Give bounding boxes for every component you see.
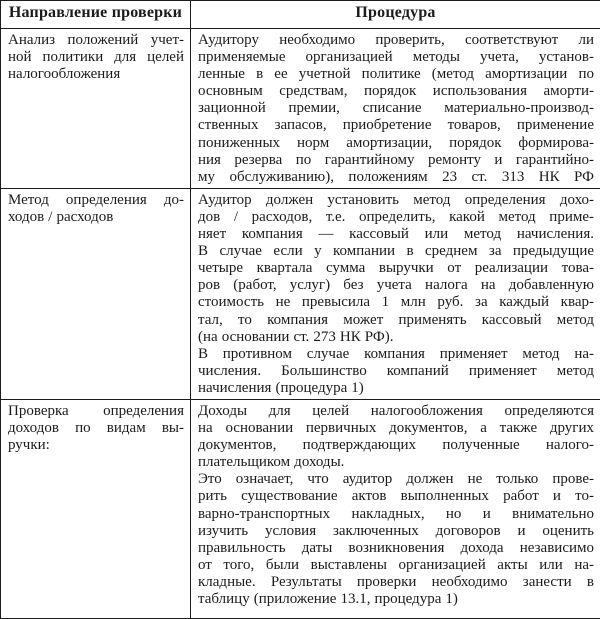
text-line: (на основании ст. 273 НК РФ). — [198, 329, 594, 346]
text-line: изучить условия заключенных договоров и оценить — [198, 523, 594, 540]
text-line: ленные в ее учетной политике (метод амортизации по — [198, 66, 594, 83]
text-line: плательщиком доходы. — [198, 454, 594, 471]
table-body — [1, 29, 600, 619]
text-line: пониженных норм амортизации, порядок формирова- — [198, 135, 594, 152]
text-line: документов, подтверждающих полученные налого- — [198, 437, 594, 454]
table-row — [1, 29, 600, 189]
text-line: Аудитор должен установить метод определения дохо- — [198, 192, 594, 209]
direction-cell — [1, 188, 191, 399]
direction-cell — [1, 399, 191, 618]
text-line: В случае если у компании в среднем за предыдущие — [198, 243, 594, 260]
text-line: таблицу (приложение 13.1, процедура 1) — [198, 591, 594, 608]
text-line: налогообложения — [8, 66, 184, 83]
text-line: от того, были выставлены организацией акты или на- — [198, 557, 594, 574]
text-line: на основании первичных документов, а также других — [198, 420, 594, 437]
text-line: доходов по видам вы- — [8, 420, 184, 437]
text-line: няет компания — кассовый или метод начисления. — [198, 226, 594, 243]
text-line: ственных запасов, приобретение товаров, применение — [198, 117, 594, 134]
text-line: тал, то компания может применять кассовый метод — [198, 312, 594, 329]
text-line: му обслуживанию), положениям 23 ст. 313 НК РФ — [198, 169, 594, 186]
text-line: Доходы для целей налогообложения определяются — [198, 403, 594, 420]
text-line: стоимость не превысила 1 млн руб. за каждый квар- — [198, 294, 594, 311]
text-line: ния резерва по гарантийному ремонту и гарантийно- — [198, 152, 594, 169]
procedure-cell — [191, 399, 600, 618]
text-line: применяемые организацией методы учета, установ- — [198, 49, 594, 66]
procedure-cell — [191, 29, 600, 189]
header-row — [1, 1, 600, 29]
column-header-direction: Направление проверки — [1, 1, 191, 29]
direction-cell — [1, 29, 191, 189]
text-line: Метод определения до- — [8, 192, 184, 209]
text-line: Аудитору необходимо проверить, соответствуют ли — [198, 32, 594, 49]
text-line: правильность даты возникновения дохода независимо — [198, 540, 594, 557]
text-line: ров (работ, услуг) без учета налога на добавленную — [198, 277, 594, 294]
text-line: ной политики для целей — [8, 49, 184, 66]
table-row — [1, 188, 600, 399]
text-line: основным средствам, порядок использования аморти- — [198, 83, 594, 100]
table-row — [1, 399, 600, 618]
text-line: рить существование актов выполненных работ и то- — [198, 488, 594, 505]
text-line: ручки: — [8, 437, 184, 454]
text-line: ходов / расходов — [8, 209, 184, 226]
text-line: В противном случае компания применяет метод на- — [198, 346, 594, 363]
text-line: Анализ положений учет- — [8, 32, 184, 49]
text-line: Проверка определения — [8, 403, 184, 420]
text-line: дов / расходов, т.е. определить, какой метод приме- — [198, 209, 594, 226]
text-line: кладные. Результаты проверки необходимо занести в — [198, 574, 594, 591]
text-line: зационной премии, списание материально-производ- — [198, 100, 594, 117]
text-line: варно-транспортных накладных, но и внимательно — [198, 506, 594, 523]
column-header-procedure: Процедура — [191, 1, 600, 29]
text-line: числения. Большинство компаний применяет метод — [198, 363, 594, 380]
text-line: Это означает, что аудитор должен не только прове- — [198, 471, 594, 488]
text-line: четыре квартала сумма выручки от реализации това- — [198, 260, 594, 277]
procedure-cell — [191, 188, 600, 399]
text-line: начисления (процедура 1) — [198, 380, 594, 397]
